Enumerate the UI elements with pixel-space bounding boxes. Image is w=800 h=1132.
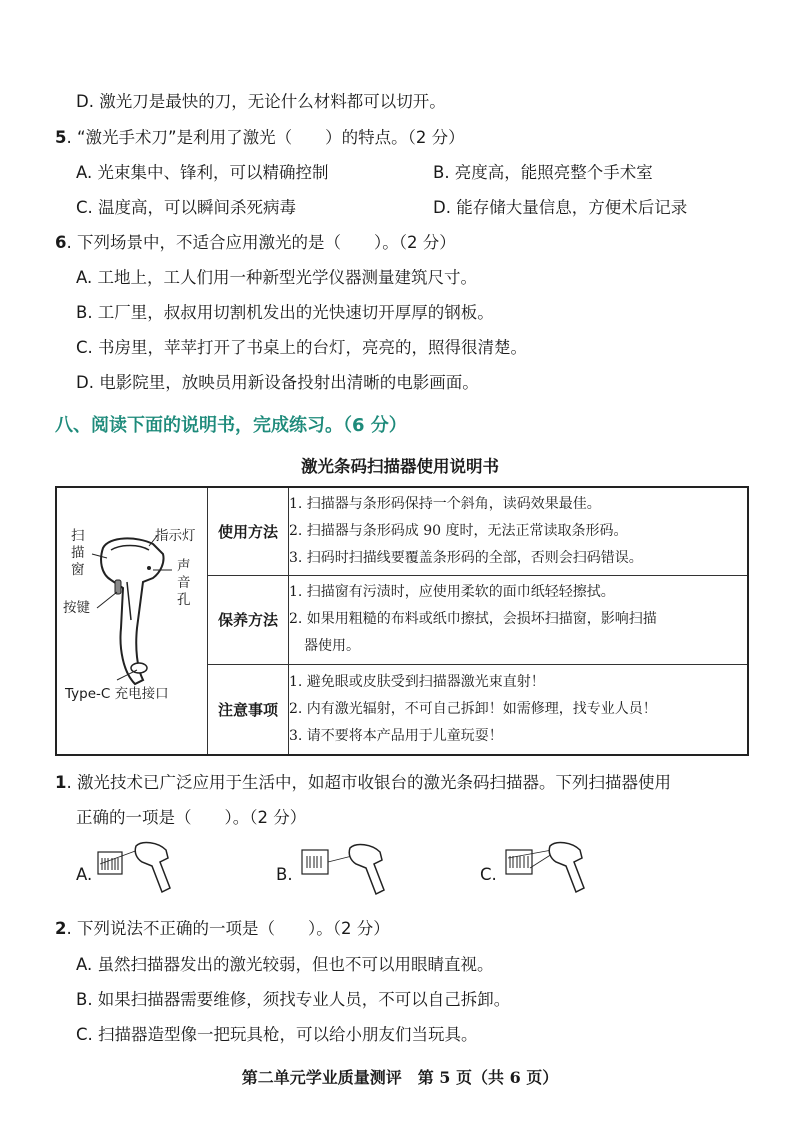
question-stem: . 激光技术已广泛应用于生活中，如超市收银台的激光条码扫描器。下列扫描器使用 [66,773,671,792]
question-number: 2 [55,919,67,938]
question-stem: . 下列说法不正确的一项是（ ）。（2 分） [66,919,390,938]
manual-title: 激光条码扫描器使用说明书 [301,457,499,476]
question-6 [55,231,456,255]
row-label: 使用方法 [208,487,289,576]
q6-option-a: A. 工地上，工人们用一种新型光学仪器测量建筑尺寸。 [76,268,477,287]
row-label: 保养方法 [208,576,289,665]
list-item: 3. 请不要将本产品用于儿童玩耍！ [289,727,503,744]
q5-option-b: B. 亮度高，能照亮整个手术室 [433,163,653,182]
q6-option-d: D. 电影院里，放映员用新设备投射出清晰的电影画面。 [76,373,479,392]
s8q2-option-b: B. 如果扫描器需要维修，须找专业人员，不可以自己拆卸。 [76,990,511,1009]
table-row [56,487,748,576]
row-content [289,664,749,755]
scanner-diagram [56,487,208,755]
question-number: 1 [55,773,67,792]
section-8-heading: 八、阅读下面的说明书，完成练习。（6 分） [55,415,407,436]
q5-option-c: C. 温度高，可以瞬间杀死病毒 [76,198,297,217]
list-item: 2. 内有激光辐射，不可自己拆卸！如需修理，找专业人员！ [289,700,657,717]
q6-option-c: C. 书房里，苹苹打开了书桌上的台灯，亮亮的，照得很清楚。 [76,338,528,357]
row-content [289,487,749,576]
list-item: 1. 扫描器与条形码保持一个斜角，读码效果最佳。 [289,496,601,513]
sound-hole-label: 声音孔 [177,558,191,608]
q5-option-d: D. 能存储大量信息，方便术后记录 [433,198,688,217]
list-item: 3. 扫码时扫描线要覆盖条形码的全部，否则会扫码错误。 [289,550,643,567]
s8q2-option-c: C. 扫描器造型像一把玩具枪，可以给小朋友们当玩具。 [76,1025,478,1044]
scanner-option-c-image [500,838,610,898]
charging-port-label: Type-C 充电接口 [65,686,169,702]
scan-window-label: 扫描窗 [71,528,85,578]
question-stem: . “激光手术刀”是利用了激光（ ）的特点。（2 分） [66,128,465,147]
s8q1-option-b-label: B. [276,865,293,884]
question-number: 6 [55,233,67,252]
row-content [289,576,749,665]
list-item: 1. 避免眼或皮肤受到扫描器激光束直射！ [289,673,545,690]
question-5 [55,126,465,150]
page-footer: 第二单元学业质量测评 第 5 页（共 6 页） [241,1068,559,1087]
question-number: 5 [55,128,67,147]
manual-table [55,486,749,756]
scanner-option-a-image [96,838,196,898]
s8-question-2 [55,917,390,941]
scanner-option-b-image [300,838,410,898]
question-stem: . 下列场景中，不适合应用激光的是（ ）。（2 分） [66,233,456,252]
q5-option-a: A. 光束集中、锋利，可以精确控制 [76,163,329,182]
q6-option-b: B. 工厂里，叔叔用切割机发出的光快速切开厚厚的钢板。 [76,303,494,322]
list-item: 1. 扫描窗有污渍时，应使用柔软的面巾纸轻轻擦拭。 [289,584,615,601]
s8q1-option-a-label: A. [76,865,93,884]
s8-question-1 [55,771,671,795]
s8-question-1-cont: 正确的一项是（ ）。（2 分） [76,808,307,827]
list-item: 器使用。 [304,638,360,655]
indicator-label: 指示灯 [155,528,196,544]
s8q2-option-a: A. 虽然扫描器发出的激光较弱，但也不可以用眼睛直视。 [76,955,494,974]
list-item: 2. 扫描器与条形码成 90 度时，无法正常读取条形码。 [289,523,628,540]
button-label: 按键 [63,600,90,616]
row-label: 注意事项 [208,664,289,755]
s8q1-option-c-label: C. [480,865,497,884]
list-item: 2. 如果用粗糙的布料或纸巾擦拭，会损坏扫描窗，影响扫描 [289,611,657,628]
q4-option-d: D. 激光刀是最快的刀，无论什么材料都可以切开。 [76,92,446,111]
